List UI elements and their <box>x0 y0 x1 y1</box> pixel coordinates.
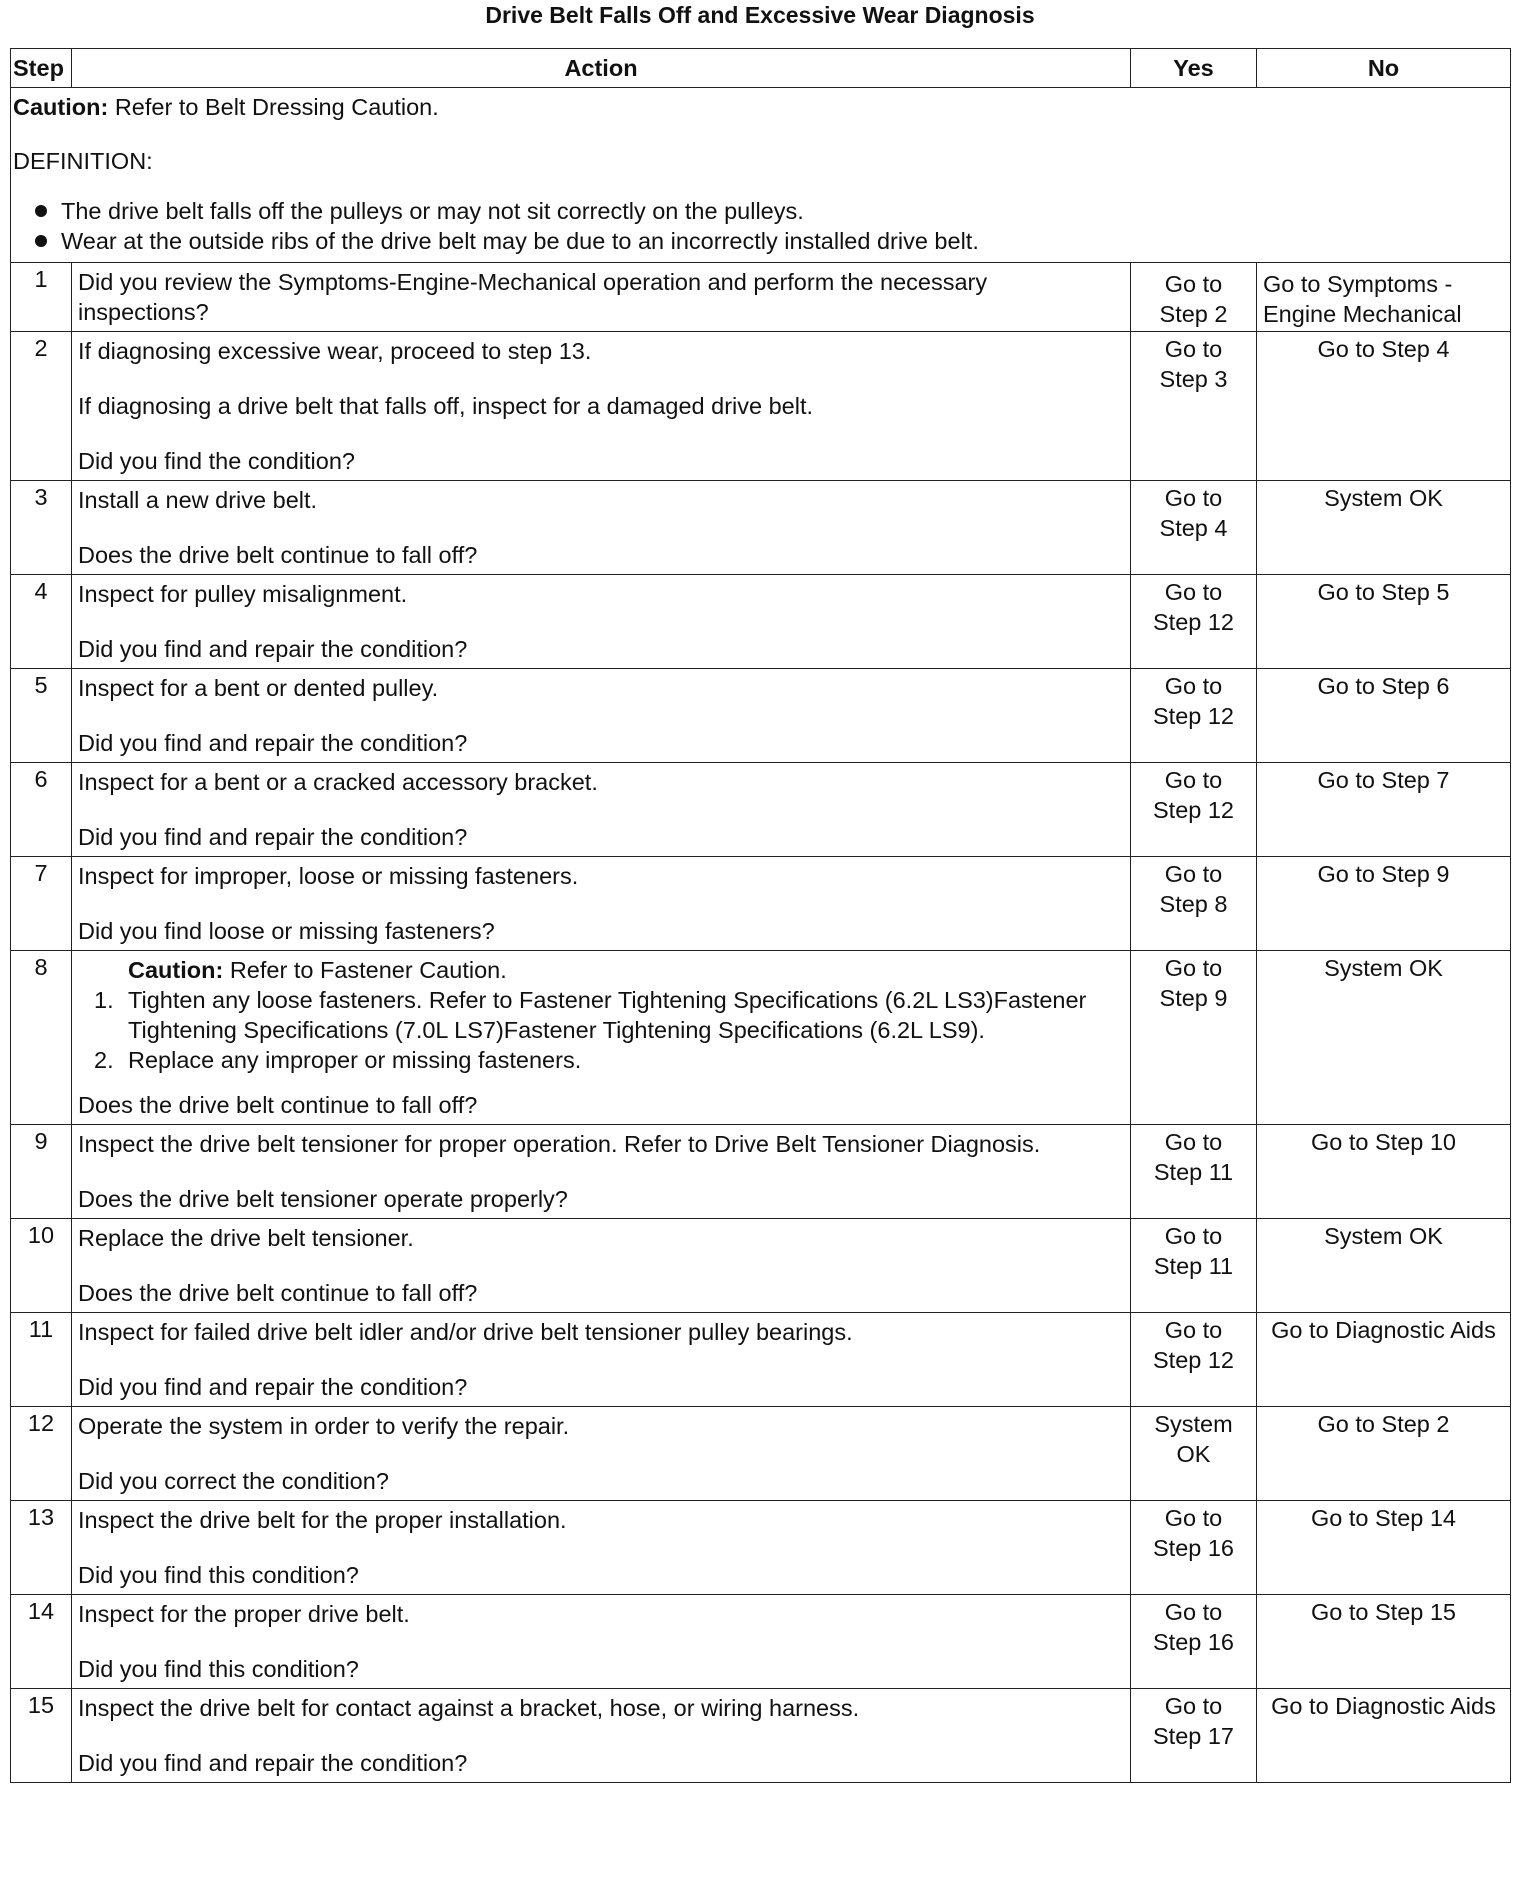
definition-item <box>13 196 1502 226</box>
yes-text: Step 12 <box>1152 609 1234 635</box>
yes-text: Go to <box>1164 673 1223 699</box>
table-row <box>11 951 1511 1125</box>
action-cell <box>72 1689 1131 1783</box>
procedure-list <box>78 985 1122 1075</box>
yes-text: Step 12 <box>1152 1347 1234 1373</box>
table-row <box>11 669 1511 763</box>
no-cell <box>1257 1595 1511 1689</box>
yes-cell <box>1131 575 1257 669</box>
caution-note <box>78 955 1122 985</box>
intro-row <box>11 88 1511 263</box>
yes-text: Go to <box>1164 1317 1223 1343</box>
yes-text: Go to <box>1164 1223 1223 1249</box>
yes-text: Step 16 <box>1152 1629 1234 1655</box>
step-number: 1 <box>11 263 72 332</box>
action-text: Install a new drive belt. <box>78 487 318 513</box>
action-question: Did you find and repair the condition? <box>78 824 468 850</box>
action-question: Did you find this condition? <box>78 1562 359 1588</box>
step-number: 11 <box>11 1313 72 1407</box>
action-question: Did you find and repair the condition? <box>78 1374 468 1400</box>
action-question: Did you find this condition? <box>78 1656 359 1682</box>
action-text: Operate the system in order to verify the repair. <box>78 1413 570 1439</box>
action-question: Does the drive belt continue to fall off? <box>78 1092 478 1118</box>
yes-text: Step 3 <box>1159 366 1228 392</box>
definition-item <box>13 226 1502 256</box>
procedure-number: 2. <box>94 1047 114 1073</box>
yes-text: Step 11 <box>1153 1159 1234 1185</box>
no-cell <box>1257 1219 1511 1313</box>
no-text: Go to Step 9 <box>1317 861 1450 887</box>
table-row <box>11 1595 1511 1689</box>
action-cell <box>72 1313 1131 1407</box>
step-number: 6 <box>11 763 72 857</box>
action-question: Does the drive belt continue to fall off? <box>78 542 478 568</box>
yes-text: Step 9 <box>1159 985 1228 1011</box>
table-row <box>11 1407 1511 1501</box>
step-number: 2 <box>11 332 72 481</box>
yes-cell <box>1131 857 1257 951</box>
table-header-row <box>11 49 1511 88</box>
procedure-text: Replace any improper or missing fasteners. <box>128 1047 582 1073</box>
no-cell <box>1257 575 1511 669</box>
step-number: 12 <box>11 1407 72 1501</box>
yes-text: Step 17 <box>1152 1723 1234 1749</box>
yes-text: Go to <box>1164 336 1223 362</box>
no-text: Go to Step 7 <box>1317 767 1450 793</box>
action-question: Did you find and repair the condition? <box>78 1750 468 1776</box>
no-text: Go to Diagnostic Aids <box>1271 1317 1496 1343</box>
action-text: Replace the drive belt tensioner. <box>78 1225 414 1251</box>
table-row <box>11 332 1511 481</box>
action-text: Inspect for failed drive belt idler and/or drive belt tensioner pulley bearings. <box>78 1319 853 1345</box>
column-header-step: Step <box>11 49 72 88</box>
yes-cell <box>1131 1125 1257 1219</box>
no-cell <box>1257 332 1511 481</box>
yes-text: System <box>1154 1411 1233 1437</box>
step-number: 14 <box>11 1595 72 1689</box>
table-row <box>11 1219 1511 1313</box>
action-cell <box>72 1219 1131 1313</box>
no-text: Go to Step 6 <box>1317 673 1450 699</box>
step-number: 9 <box>11 1125 72 1219</box>
no-cell <box>1257 1313 1511 1407</box>
yes-cell <box>1131 332 1257 481</box>
action-text: Inspect for pulley misalignment. <box>78 581 408 607</box>
column-header-yes: Yes <box>1131 49 1257 88</box>
yes-cell <box>1131 669 1257 763</box>
no-text: System OK <box>1324 955 1443 981</box>
no-cell <box>1257 857 1511 951</box>
no-text: Go to Step 14 <box>1310 1505 1457 1531</box>
column-header-no: No <box>1257 49 1511 88</box>
step-number: 7 <box>11 857 72 951</box>
step-number: 8 <box>11 951 72 1125</box>
document-title: Drive Belt Falls Off and Excessive Wear Diagnosis <box>485 2 1035 28</box>
action-question: Did you find and repair the condition? <box>78 730 468 756</box>
yes-text: Go to <box>1164 1599 1223 1625</box>
no-text: Go to Diagnostic Aids <box>1271 1693 1496 1719</box>
no-text: Go to Symptoms - <box>1263 271 1453 297</box>
no-cell <box>1257 263 1511 332</box>
no-cell <box>1257 1501 1511 1595</box>
diagnosis-table <box>10 48 1511 1783</box>
yes-cell <box>1131 1595 1257 1689</box>
no-cell <box>1257 669 1511 763</box>
no-text: Go to Step 2 <box>1317 1411 1450 1437</box>
procedure-item <box>78 985 1122 1045</box>
action-cell <box>72 857 1131 951</box>
action-text: Inspect for a bent or a cracked accessory bracket. <box>78 769 598 795</box>
caution-text: Refer to Belt Dressing Caution. <box>108 94 439 120</box>
action-cell <box>72 669 1131 763</box>
yes-text: Go to <box>1164 1693 1223 1719</box>
no-text: System OK <box>1324 485 1443 511</box>
procedure-number: 1. <box>94 987 114 1013</box>
action-cell <box>72 1595 1131 1689</box>
action-text: If diagnosing a drive belt that falls off, inspect for a damaged drive belt. <box>78 393 814 419</box>
bullet-icon <box>35 205 47 217</box>
action-text: Inspect for a bent or dented pulley. <box>78 675 439 701</box>
yes-text: Step 4 <box>1159 515 1228 541</box>
yes-cell <box>1131 1501 1257 1595</box>
caution-label: Caution: <box>128 957 224 983</box>
no-cell <box>1257 1689 1511 1783</box>
table-row <box>11 1689 1511 1783</box>
yes-cell <box>1131 763 1257 857</box>
step-number: 10 <box>11 1219 72 1313</box>
action-text: Inspect the drive belt for contact against a bracket, hose, or wiring harness. <box>78 1695 860 1721</box>
procedure-item <box>78 1045 1122 1075</box>
intro-cell <box>11 88 1511 263</box>
yes-cell <box>1131 481 1257 575</box>
yes-cell <box>1131 263 1257 332</box>
step-number: 5 <box>11 669 72 763</box>
bullet-icon <box>35 235 47 247</box>
action-text: If diagnosing excessive wear, proceed to step 13. <box>78 338 592 364</box>
yes-text: Step 16 <box>1152 1535 1234 1561</box>
yes-text: Go to <box>1164 485 1223 511</box>
step-number: 4 <box>11 575 72 669</box>
yes-text: OK <box>1176 1441 1211 1467</box>
yes-cell <box>1131 951 1257 1125</box>
action-text: Did you review the Symptoms-Engine-Mechanical operation and perform the necessary inspections? <box>78 269 988 325</box>
table-row <box>11 1313 1511 1407</box>
no-cell <box>1257 1407 1511 1501</box>
no-text: Go to Step 15 <box>1310 1599 1457 1625</box>
action-cell <box>72 575 1131 669</box>
table-row <box>11 263 1511 332</box>
table-row <box>11 481 1511 575</box>
action-cell <box>72 1125 1131 1219</box>
caution-note <box>13 92 1502 122</box>
action-question: Does the drive belt continue to fall off? <box>78 1280 478 1306</box>
yes-cell <box>1131 1689 1257 1783</box>
no-text: System OK <box>1324 1223 1443 1249</box>
caution-label: Caution: <box>13 94 109 120</box>
table-row <box>11 763 1511 857</box>
action-question: Did you correct the condition? <box>78 1468 389 1494</box>
action-cell <box>72 1501 1131 1595</box>
action-cell <box>72 263 1131 332</box>
definition-list <box>13 196 1502 256</box>
table-row <box>11 1125 1511 1219</box>
no-cell <box>1257 951 1511 1125</box>
definition-text: The drive belt falls off the pulleys or may not sit correctly on the pulleys. <box>61 198 804 224</box>
no-text: Go to Step 10 <box>1310 1129 1457 1155</box>
yes-cell <box>1131 1407 1257 1501</box>
no-cell <box>1257 481 1511 575</box>
yes-text: Step 8 <box>1159 891 1228 917</box>
column-header-action: Action <box>72 49 1131 88</box>
action-cell <box>72 1407 1131 1501</box>
no-cell <box>1257 763 1511 857</box>
action-cell <box>72 481 1131 575</box>
step-number: 3 <box>11 481 72 575</box>
step-number: 15 <box>11 1689 72 1783</box>
action-text: Inspect for improper, loose or missing fasteners. <box>78 863 579 889</box>
action-text: Inspect the drive belt tensioner for proper operation. Refer to Drive Belt Tensioner Diagnosis. <box>78 1131 1041 1157</box>
action-text: Inspect the drive belt for the proper installation. <box>78 1507 567 1533</box>
action-cell <box>72 763 1131 857</box>
table-row <box>11 1501 1511 1595</box>
action-question: Did you find the condition? <box>78 448 355 474</box>
caution-text: Refer to Fastener Caution. <box>223 957 507 983</box>
yes-text: Step 12 <box>1152 797 1234 823</box>
table-row <box>11 857 1511 951</box>
yes-cell <box>1131 1313 1257 1407</box>
yes-text: Go to <box>1164 861 1223 887</box>
yes-text: Go to <box>1164 271 1223 297</box>
yes-text: Step 2 <box>1159 301 1228 327</box>
action-cell <box>72 332 1131 481</box>
no-text: Go to Step 5 <box>1317 579 1450 605</box>
definition-text: Wear at the outside ribs of the drive belt may be due to an incorrectly installed drive belt. <box>61 228 979 254</box>
action-question: Does the drive belt tensioner operate properly? <box>78 1186 568 1212</box>
yes-text: Step 11 <box>1153 1253 1234 1279</box>
yes-text: Go to <box>1164 955 1223 981</box>
yes-text: Step 12 <box>1152 703 1234 729</box>
procedure-text: Tighten any loose fasteners. Refer to Fastener Tightening Specifications (6.2L LS3)Fastener Tightening Specifications (7.0L LS7)Fastener Tightening Specifications (6.2L LS9). <box>128 987 1087 1043</box>
yes-text: Go to <box>1164 767 1223 793</box>
action-cell <box>72 951 1131 1125</box>
action-text: Inspect for the proper drive belt. <box>78 1601 410 1627</box>
no-cell <box>1257 1125 1511 1219</box>
step-number: 13 <box>11 1501 72 1595</box>
table-row <box>11 575 1511 669</box>
action-question: Did you find loose or missing fasteners? <box>78 918 495 944</box>
yes-cell <box>1131 1219 1257 1313</box>
no-text: Engine Mechanical <box>1263 301 1462 327</box>
action-question: Did you find and repair the condition? <box>78 636 468 662</box>
yes-text: Go to <box>1164 1129 1223 1155</box>
yes-text: Go to <box>1164 579 1223 605</box>
definition-label: DEFINITION: <box>13 148 153 174</box>
no-text: Go to Step 4 <box>1317 336 1450 362</box>
yes-text: Go to <box>1164 1505 1223 1531</box>
